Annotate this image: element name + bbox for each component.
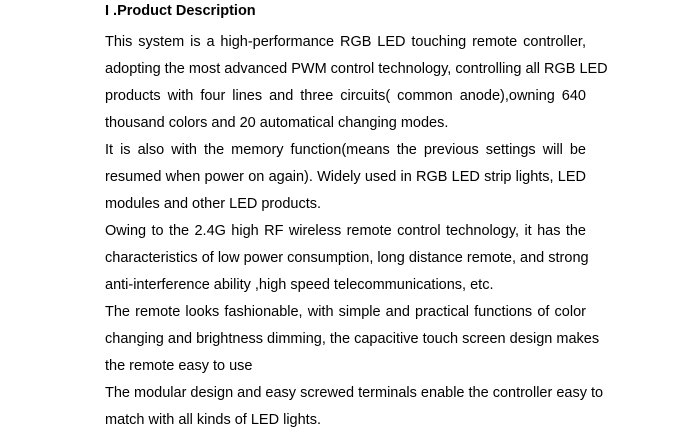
- text-line: match with all kinds of LED lights.: [105, 412, 321, 428]
- text-line: characteristics of low power consumption, long distance remote, and strong: [105, 250, 589, 266]
- text-line: This system is a high-performance RGB LED touching remote controller,: [105, 34, 586, 50]
- paragraph-intro: [105, 29, 608, 137]
- paragraph-modular: [105, 380, 604, 434]
- section-heading: I .Product Description: [105, 3, 256, 19]
- text-line: Owing to the 2.4G high RF wireless remote control technology, it has the: [105, 223, 586, 239]
- paragraph-remote: [105, 299, 600, 380]
- paragraph-rf: [105, 218, 589, 299]
- text-line: The modular design and easy screwed terminals enable the controller easy to: [105, 385, 604, 401]
- paragraph-memory: [105, 137, 586, 218]
- document-body: [105, 2, 608, 434]
- text-line: the remote easy to use: [105, 358, 253, 374]
- text-line: adopting the most advanced PWM control technology, controlling all RGB LED: [105, 61, 608, 77]
- text-line: products with four lines and three circuits( common anode),owning 640: [105, 88, 586, 104]
- text-line: The remote looks fashionable, with simple and practical functions of color: [105, 304, 586, 320]
- text-line: anti-interference ability ,high speed telecommunications, etc.: [105, 277, 494, 293]
- text-line: thousand colors and 20 automatical changing modes.: [105, 115, 449, 131]
- text-line: modules and other LED products.: [105, 196, 322, 212]
- text-line: It is also with the memory function(means the previous settings will be: [105, 142, 586, 158]
- text-line: resumed when power on again). Widely used in RGB LED strip lights, LED: [105, 169, 586, 185]
- text-line: changing and brightness dimming, the capacitive touch screen design makes: [105, 331, 600, 347]
